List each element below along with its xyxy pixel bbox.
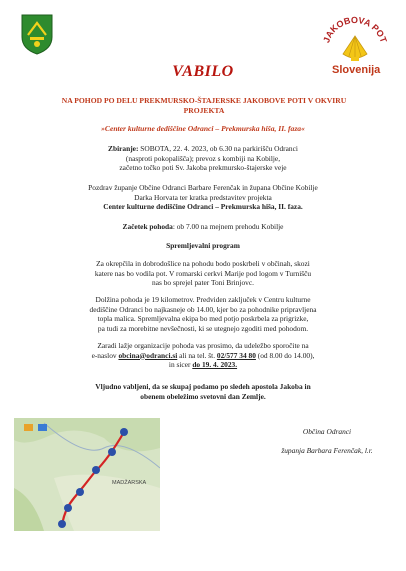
- closing-line2: obenem obeležimo svetovni dan Zemlje.: [140, 391, 266, 401]
- length-line3: topla malica. Spremljevalna ekipa bo med potjo poskrbela za prigrizke,: [97, 314, 309, 324]
- deadline: do 19. 4. 2023.: [192, 360, 238, 370]
- signup-deadline-prefix: in sicer: [168, 360, 193, 370]
- greeting-line1: Pozdrav županje Občine Odranci Barbare Ferenčak in župana Občine Kobilje: [88, 183, 318, 192]
- signup-text: [40, 341, 366, 370]
- route-map: [14, 418, 160, 531]
- closing-line1: Vljudno vabljeni, da se skupaj podamo po sledeh apostola Jakoba in: [95, 382, 311, 391]
- start-text: : ob 7.00 na mejnem prehodu Kobilje: [172, 222, 284, 231]
- subtitle: NA POHOD PO DELU PREKMURSKO-ŠTAJERSKE JAKOBOVE POTI V OKVIRU PROJEKTA: [61, 96, 347, 115]
- odranci-crest-icon: [20, 13, 54, 55]
- start-label: Začetek pohoda: [122, 222, 173, 231]
- signup-phone-prefix: ali na tel. št.: [177, 350, 217, 360]
- signature-person: županja Barbara Ferenčak, l.r.: [281, 446, 373, 455]
- length-line4: pa tudi za morebitne nevšečnosti, ki se utegnejo zgoditi med pohodom.: [97, 323, 309, 333]
- gathering-info: [40, 144, 366, 173]
- length-line2: dediščine Odranci bo najkasneje ob 14.00, kjer bo za pohodnike pripravljena: [89, 304, 317, 314]
- gathering-label: Zbiranje:: [108, 144, 139, 153]
- gathering-line2: (nasproti pokopališča); prevoz s kombiji na Kobilje,: [125, 153, 281, 163]
- length-text: [40, 295, 366, 333]
- page-title: VABILO: [172, 63, 234, 80]
- signature-org: Občina Odranci: [302, 427, 352, 436]
- phone-number: 02/577 34 80: [216, 350, 256, 360]
- greeting-line3: Center kulturne dediščine Odranci – Prekmurska hiša, II. faza.: [103, 202, 303, 212]
- greeting-line2: Darka Horvata ter kratka predstavitev projekta: [134, 192, 272, 202]
- scallop-shell-icon: [343, 36, 367, 61]
- email-link[interactable]: obcina@odranci.si: [118, 350, 178, 360]
- gathering-line3: začetno točko poti Sv. Jakoba prekmursko-štajerske veje: [119, 163, 287, 173]
- start-info: [40, 222, 366, 232]
- greeting-info: [40, 183, 366, 212]
- logo-top-text: JAKOBOVA POT: [321, 14, 389, 44]
- signup-hours: (od 8.00 do 14.00),: [255, 350, 315, 360]
- length-line1: Dolžina pohoda je 19 kilometrov. Predviden zaključek v Centru kulturne: [95, 295, 311, 304]
- program-line1: Za okrepčila in dobrodošlice na pohodu bodo poskrbeli v občinah, skozi: [96, 259, 310, 268]
- logo-slovenija-text: Slovenija: [332, 64, 381, 76]
- closing-text: [40, 382, 366, 401]
- gathering-line1: SOBOTA, 22. 4. 2023, ob 6.30 na parkirišču Odranci: [138, 144, 298, 153]
- program-text: [40, 259, 366, 288]
- program-line2: katere nas bo vodila pot. V romarski cerkvi Marije pod logom v Turnišču: [94, 268, 312, 278]
- program-heading: Spremljevalni program: [166, 241, 240, 250]
- project-name: »Center kulturne dediščine Odranci – Prekmurska hiša, II. faza«: [101, 124, 305, 133]
- map-region-label: MADŽARSKA: [112, 480, 147, 486]
- program-line3: nas bo sprejel pater Toni Brinjovc.: [152, 278, 254, 288]
- signup-line1: Zaradi lažje organizacije pohoda vas prosimo, da udeležbo sporočite na: [97, 341, 309, 350]
- signup-prefix: e-naslov: [91, 350, 119, 360]
